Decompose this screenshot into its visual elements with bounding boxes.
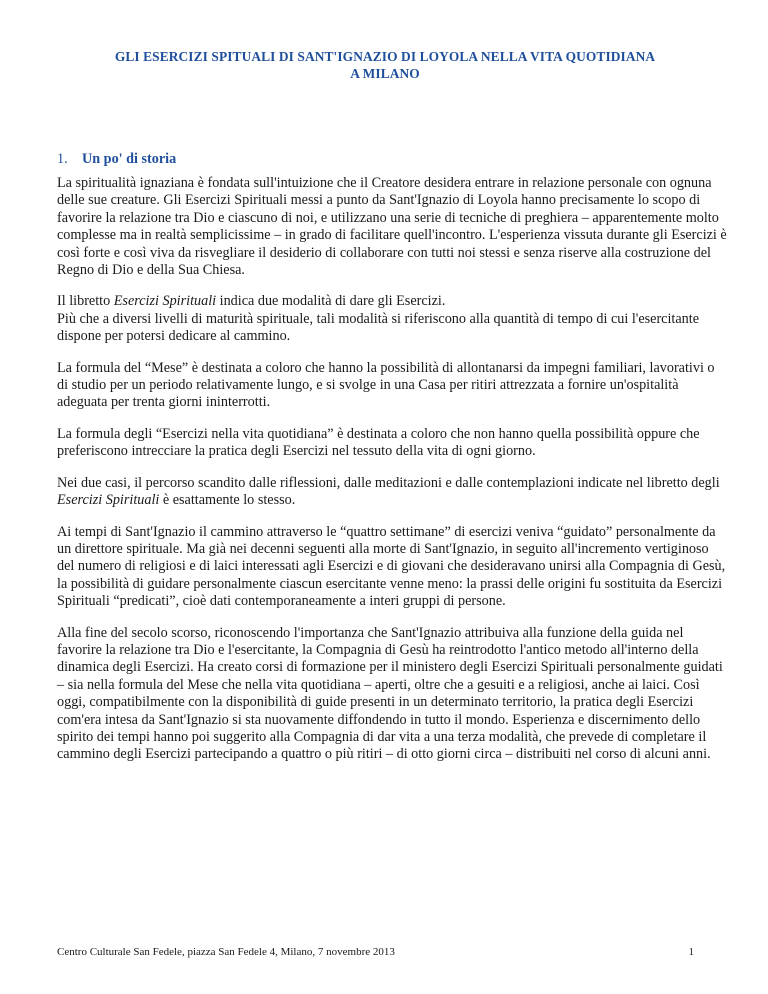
page-footer: Centro Culturale San Fedele, piazza San Fedele 4, Milano, 7 novembre 2013 (57, 946, 395, 958)
paragraph-8: Alla fine del secolo scorso, riconoscendo l'importanza che Sant'Ignazio attribuiva alla funzione della guida nel favorire la relazione tra Dio e l'esercitante, la Compagnia di Gesù ha reintrodotto l'antico metodo all'interno della dinamica degli Esercizi. Ha creato corsi di formazione per il ministero degli Esercizi Spirituali personalmente guidati – sia nella formula del Mese che nella vita quotidiana – aperti, oltre che a gesuiti e a religiosi, anche ai laici. Così oggi, compatibilmente con la disponibilità di guide presenti in un determinato territorio, la pratica degli Esercizi com'era intesa da Sant'Ignazio si sta nuovamente diffondendo in tutto il mondo. Esperienza e discernimento dello spirito dei tempi hanno poi suggerito alla Compagnia di dar vita a una terza modalità, che prevede di completare il cammino degli Esercizi partecipando a quattro o più ritiri – di otto giorni circa – distribuiti nel corso di alcuni anni. (57, 624, 723, 763)
document-body (57, 175, 727, 778)
paragraph-6-text-a: Nei due casi, il percorso scandito dalle riflessioni, dalle meditazioni e dalle contemplazioni indicate nel libretto degli (57, 474, 720, 491)
paragraph-4: La formula del “Mese” è destinata a coloro che hanno la possibilità di allontanarsi da impegni familiari, lavorativi o di studio per un periodo relativamente lungo, e si svolge in una Casa per ritiri attrezzata a fornire un'ospitalità adeguata per trenta giorni ininterrotti. (57, 359, 715, 411)
page-number: 1 (688, 946, 694, 958)
section-number: 1. (57, 151, 68, 167)
paragraph-6-text-b: è esattamente lo stesso. (159, 492, 296, 509)
paragraph-3: Più che a diversi livelli di maturità spirituale, tali modalità si riferiscono alla quantità di tempo di cui l'esercitante dispone per potersi dedicare al cammino. (57, 310, 699, 345)
title-line-1: GLI ESERCIZI SPITUALI DI SANT'IGNAZIO DI LOYOLA NELLA VITA QUOTIDIANA (114, 49, 656, 64)
paragraph-2-text-a: Il libretto (57, 293, 114, 310)
title-line-2: A MILANO (350, 66, 420, 81)
paragraph-6-book-title: Esercizi Spirituali (57, 492, 160, 509)
section-title: Un po' di storia (82, 151, 177, 167)
paragraph-2-text-b: indica due modalità di dare gli Esercizi. (216, 293, 446, 310)
paragraph-1: La spiritualità ignaziana è fondata sull'intuizione che il Creatore desidera entrare in relazione personale con ognuna delle sue creature. Gli Esercizi Spirituali messi a punto da Sant'Ignazio di Loyola hanno precisamente lo scopo di favorire la relazione tra Dio e ciascuno di noi, e utilizzano una serie di tecniche di preghiera – apparentemente molto complesse ma in realtà semplicissime – in grado di facilitare quell'incontro. L'esperienza vissuta durante gli Esercizi è così forte e così viva da risvegliare il desiderio di collaborare con tutti noi stessi e senza riserve alla costruzione del Regno di Dio e della Sua Chiesa. (57, 175, 727, 279)
paragraph-7: Ai tempi di Sant'Ignazio il cammino attraverso le “quattro settimane” di esercizi veniva “guidato” personalmente da un direttore spirituale. Ma già nei decenni seguenti alla morte di Sant'Ignazio, in seguito all'incremento vertiginoso del numero di religiosi e di laici interessati agli Esercizi e di giovani che desideravano unirsi alla Compagnia di Gesù, la possibilità di guidare personalmente ciascun esercitante venne meno: la prassi delle origini fu sostituita da Esercizi Spirituali “predicati”, cioè dati contemporaneamente a interi gruppi di persone. (57, 523, 726, 610)
paragraph-6 (57, 475, 727, 510)
section-heading (57, 151, 176, 168)
paragraph-5: La formula degli “Esercizi nella vita quotidiana” è destinata a coloro che non hanno quella possibilità oppure che preferiscono intrecciare la pratica degli Esercizi nel tessuto della vita di ogni giorno. (57, 425, 700, 460)
document-title (40, 48, 730, 82)
paragraph-2 (57, 293, 727, 310)
paragraph-2-book-title: Esercizi Spirituali (113, 293, 217, 310)
